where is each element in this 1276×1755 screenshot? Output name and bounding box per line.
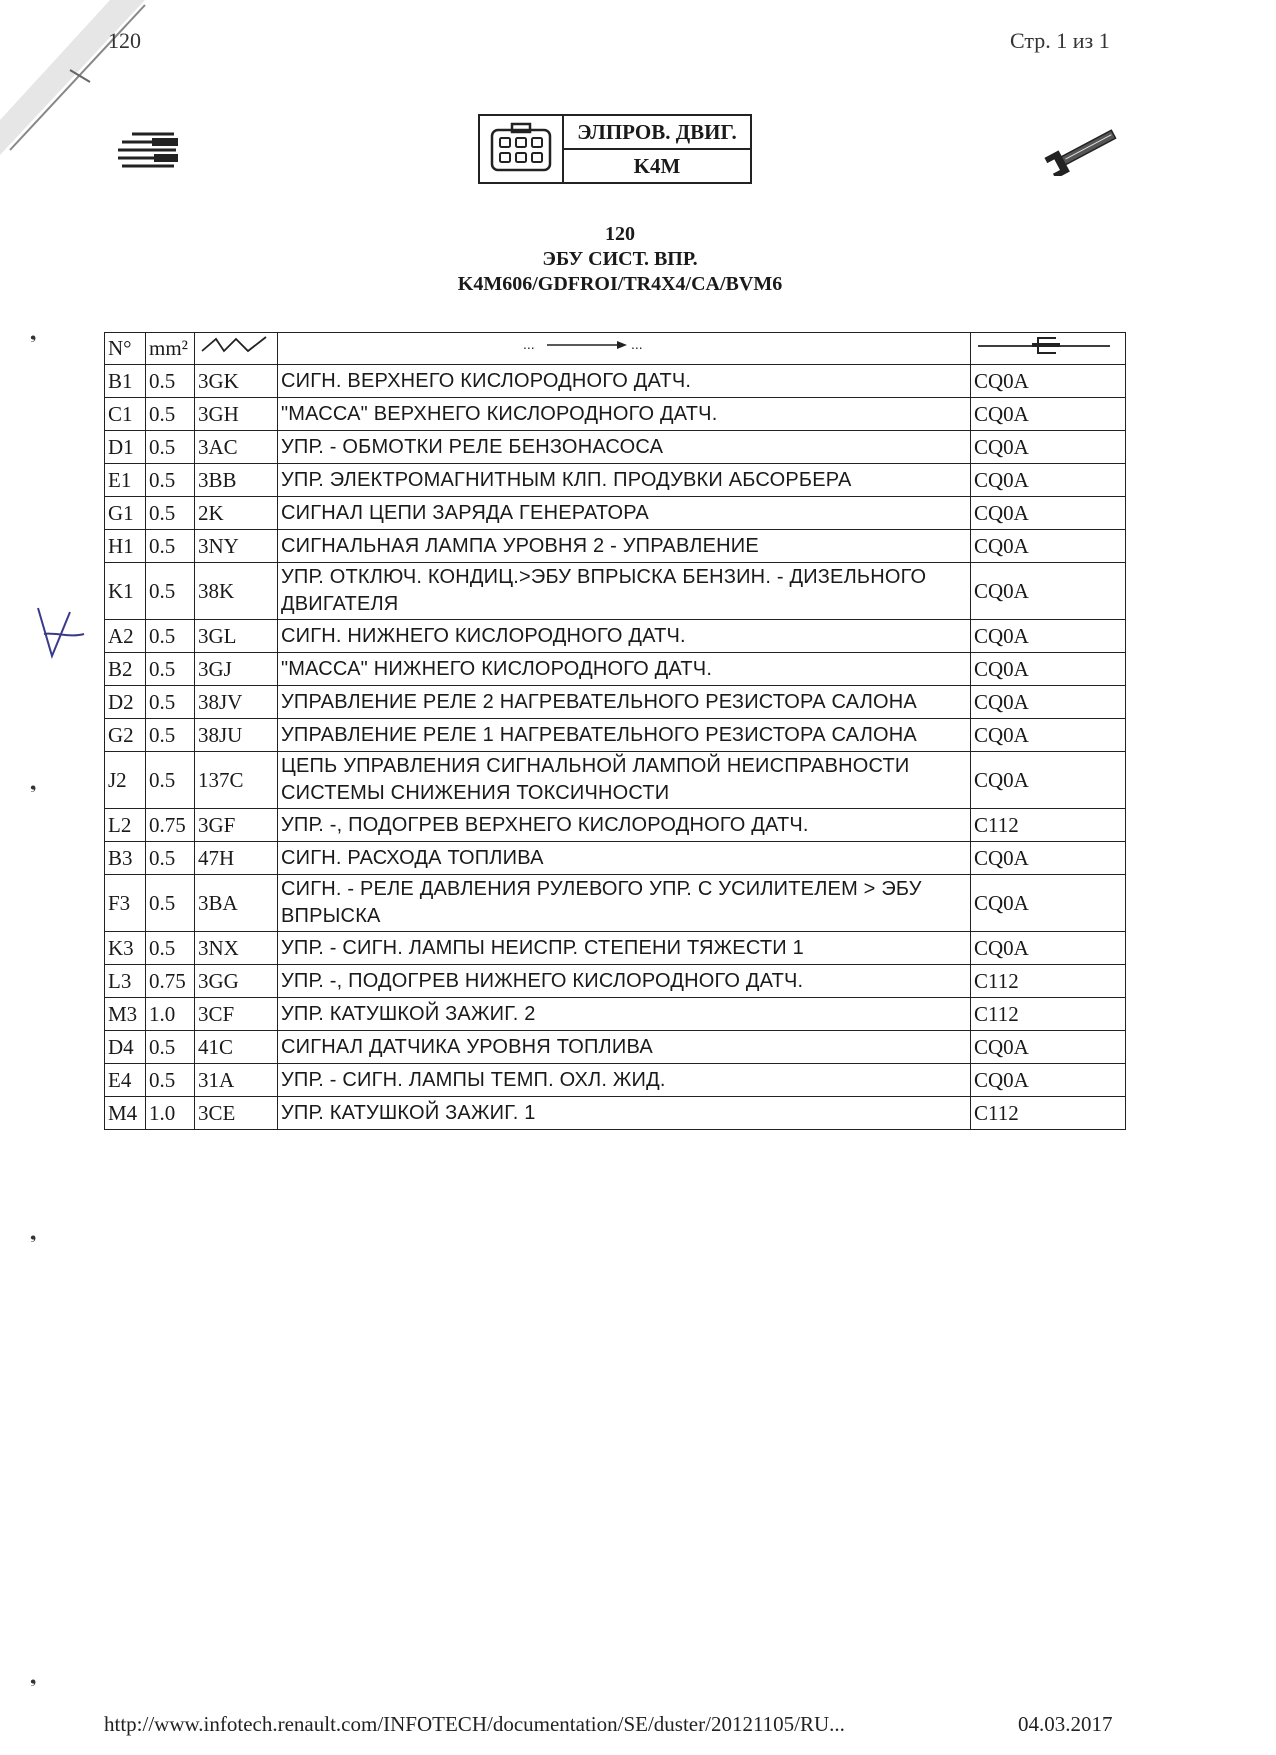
margin-mark: ❟ [30,1226,37,1243]
section-cell: 0.5 [146,398,195,431]
wire-code-cell: 31A [195,1064,278,1097]
description-cell: УПР. -, ПОДОГРЕВ ВЕРХНЕГО КИСЛОРОДНОГО ДАТЧ. [278,809,971,842]
section-cell: 0.5 [146,464,195,497]
section-cell: 0.5 [146,497,195,530]
engine-code: K4M [564,148,750,182]
description-cell: СИГН. РАСХОДА ТОПЛИВА [278,842,971,875]
connector-cell: CQ0A [971,686,1126,719]
pin-cell: D4 [105,1031,146,1064]
connector-cell: CQ0A [971,365,1126,398]
description-cell: СИГНАЛ ДАТЧИКА УРОВНЯ ТОПЛИВА [278,1031,971,1064]
margin-mark: ❟ [30,776,37,793]
component-variant: K4M606/GDFROI/TR4X4/CA/BVM6 [457,273,783,295]
wire-zigzag-icon [198,333,270,357]
component-name: ЭБУ СИСТ. ВПР. [542,248,698,270]
header-description [278,333,971,365]
pin-cell: D1 [105,431,146,464]
pin-cell: L3 [105,965,146,998]
wire-code-cell: 137C [195,752,278,809]
table-row [105,620,1126,653]
pin-cell: M3 [105,998,146,1031]
description-cell: СИГНАЛЬНАЯ ЛАМПА УРОВНЯ 2 - УПРАВЛЕНИЕ [278,530,971,563]
pin-cell: H1 [105,530,146,563]
connector-cell: CQ0A [971,1031,1126,1064]
section-cell: 0.5 [146,365,195,398]
section-cell: 0.5 [146,1031,195,1064]
description-cell: СИГН. - РЕЛЕ ДАВЛЕНИЯ РУЛЕВОГО УПР. С УСИЛИТЕЛЕМ > ЭБУ ВПРЫСКА [278,875,971,932]
description-cell: УПР. -, ПОДОГРЕВ НИЖНЕГО КИСЛОРОДНОГО ДАТЧ. [278,965,971,998]
wire-code-cell: 3AC [195,431,278,464]
connector-fork-icon [974,333,1114,357]
wire-code-cell: 3CE [195,1097,278,1130]
margin-mark: ❟ [30,1670,37,1687]
section-cell: 0.5 [146,1064,195,1097]
wire-code-cell: 38JV [195,686,278,719]
section-cell: 0.5 [146,431,195,464]
section-cell: 0.75 [146,965,195,998]
description-cell: УПР. ЭЛЕКТРОМАГНИТНЫМ КЛП. ПРОДУВКИ АБСОРБЕРА [278,464,971,497]
connector-cell: CQ0A [971,398,1126,431]
wire-code-cell: 3NX [195,932,278,965]
connector-cell: CQ0A [971,719,1126,752]
table-row [105,719,1126,752]
connector-cell: CQ0A [971,875,1126,932]
pin-cell: J2 [105,752,146,809]
pin-cell: C1 [105,398,146,431]
description-cell: "МАССА" НИЖНЕГО КИСЛОРОДНОГО ДАТЧ. [278,653,971,686]
table-row [105,530,1126,563]
component-number: 120 [605,223,635,245]
wire-code-cell: 41C [195,1031,278,1064]
wire-code-cell: 38K [195,563,278,620]
wire-code-cell: 3GK [195,365,278,398]
section-cell: 0.5 [146,842,195,875]
footer-source-url: http://www.infotech.renault.com/INFOTECH/documentation/SE/duster/20121105/RU... [104,1712,845,1736]
pin-cell: B2 [105,653,146,686]
description-cell: УПР. - СИГН. ЛАМПЫ ТЕМП. ОХЛ. ЖИД. [278,1064,971,1097]
table-row [105,752,1126,809]
section-cell: 0.5 [146,932,195,965]
connector-cell: CQ0A [971,752,1126,809]
header-connector [971,333,1126,365]
wire-code-cell: 3GF [195,809,278,842]
wiring-table [104,332,1126,1130]
wire-code-cell: 3NY [195,530,278,563]
table-header-row [105,333,1126,365]
section-cell: 0.5 [146,563,195,620]
wire-code-cell: 47H [195,842,278,875]
pin-cell: A2 [105,620,146,653]
pin-cell: F3 [105,875,146,932]
table-row [105,842,1126,875]
wire-code-cell: 38JU [195,719,278,752]
table-row [105,875,1126,932]
wire-code-cell: 3GJ [195,653,278,686]
direction-arrow-icon [521,335,651,355]
description-cell: СИГНАЛ ЦЕПИ ЗАРЯДА ГЕНЕРАТОРА [278,497,971,530]
section-cell: 0.5 [146,653,195,686]
connector-cell: CQ0A [971,842,1126,875]
wire-code-cell: 3BA [195,875,278,932]
table-row [105,686,1126,719]
page-counter: Стр. 1 из 1 [1010,28,1110,53]
table-row [105,1097,1126,1130]
table-row [105,365,1126,398]
description-cell: УПР. КАТУШКОЙ ЗАЖИГ. 2 [278,998,971,1031]
connector-cell: CQ0A [971,530,1126,563]
table-row [105,653,1126,686]
table-row [105,398,1126,431]
description-cell: УПР. - ОБМОТКИ РЕЛЕ БЕНЗОНАСОСА [278,431,971,464]
section-cell: 0.5 [146,875,195,932]
pin-cell: B1 [105,365,146,398]
connector-cell: CQ0A [971,464,1126,497]
description-cell: "МАССА" ВЕРХНЕГО КИСЛОРОДНОГО ДАТЧ. [278,398,971,431]
connector-cell: CQ0A [971,431,1126,464]
pin-cell: K3 [105,932,146,965]
pin-cell: B3 [105,842,146,875]
pin-cell: E4 [105,1064,146,1097]
description-cell: УПР. КАТУШКОЙ ЗАЖИГ. 1 [278,1097,971,1130]
connector-6pin-icon [488,122,554,176]
table-row [105,464,1126,497]
description-cell: ЦЕПЬ УПРАВЛЕНИЯ СИГНАЛЬНОЙ ЛАМПОЙ НЕИСПРАВНОСТИ СИСТЕМЫ СНИЖЕНИЯ ТОКСИЧНОСТИ [278,752,971,809]
pin-cell: L2 [105,809,146,842]
connector-cell: CQ0A [971,497,1126,530]
section-cell: 0.75 [146,809,195,842]
connector-cell: CQ0A [971,563,1126,620]
description-cell: УПР. - СИГН. ЛАМПЫ НЕИСПР. СТЕПЕНИ ТЯЖЕСТИ 1 [278,932,971,965]
component-title-block [300,222,940,297]
wire-code-cell: 3GL [195,620,278,653]
connector-cell: C112 [971,998,1126,1031]
section-cell: 0.5 [146,752,195,809]
section-cell: 0.5 [146,530,195,563]
connector-cell: C112 [971,965,1126,998]
pin-cell: G2 [105,719,146,752]
footer-date: 04.03.2017 [1018,1712,1113,1736]
section-cell: 0.5 [146,620,195,653]
wire-code-cell: 3GH [195,398,278,431]
table-row [105,1064,1126,1097]
section-cell: 0.5 [146,686,195,719]
pin-cell: M4 [105,1097,146,1130]
table-row [105,932,1126,965]
header-wire-code [195,333,278,365]
harness-header-box [478,114,752,184]
connector-cell: CQ0A [971,653,1126,686]
table-row [105,965,1126,998]
section-cell: 0.5 [146,719,195,752]
table-row [105,1031,1126,1064]
description-cell: УПРАВЛЕНИЕ РЕЛЕ 2 НАГРЕВАТЕЛЬНОГО РЕЗИСТОРА САЛОНА [278,686,971,719]
connector-cell: CQ0A [971,620,1126,653]
table-row [105,809,1126,842]
corner-page-number: 120 [108,28,141,53]
table-row [105,497,1126,530]
harness-title: ЭЛПРОВ. ДВИГ. [577,119,737,144]
description-cell: СИГН. НИЖНЕГО КИСЛОРОДНОГО ДАТЧ. [278,620,971,653]
section-cell: 1.0 [146,998,195,1031]
handwritten-checkmark [30,604,86,664]
svg-text:...: ... [631,336,643,352]
wire-bundle-icon [112,128,184,172]
pin-cell: E1 [105,464,146,497]
margin-mark: ❟ [30,326,37,343]
svg-text:...: ... [523,336,535,352]
table-row [105,431,1126,464]
connector-cell [480,116,564,182]
connector-cell: C112 [971,1097,1126,1130]
wrench-icon [1040,128,1122,176]
connector-cell: CQ0A [971,932,1126,965]
wire-code-cell: 3GG [195,965,278,998]
description-cell: УПР. ОТКЛЮЧ. КОНДИЦ.>ЭБУ ВПРЫСКА БЕНЗИН. - ДИЗЕЛЬНОГО ДВИГАТЕЛЯ [278,563,971,620]
wire-code-cell: 3CF [195,998,278,1031]
table-row [105,998,1126,1031]
pin-cell: K1 [105,563,146,620]
description-cell: СИГН. ВЕРХНЕГО КИСЛОРОДНОГО ДАТЧ. [278,365,971,398]
description-cell: УПРАВЛЕНИЕ РЕЛЕ 1 НАГРЕВАТЕЛЬНОГО РЕЗИСТОРА САЛОНА [278,719,971,752]
connector-cell: C112 [971,809,1126,842]
section-cell: 1.0 [146,1097,195,1130]
header-pin: N° [105,333,146,365]
connector-cell: CQ0A [971,1064,1126,1097]
table-row [105,563,1126,620]
wire-code-cell: 3BB [195,464,278,497]
wire-code-cell: 2K [195,497,278,530]
header-section: mm² [146,333,195,365]
pin-cell: G1 [105,497,146,530]
pin-cell: D2 [105,686,146,719]
